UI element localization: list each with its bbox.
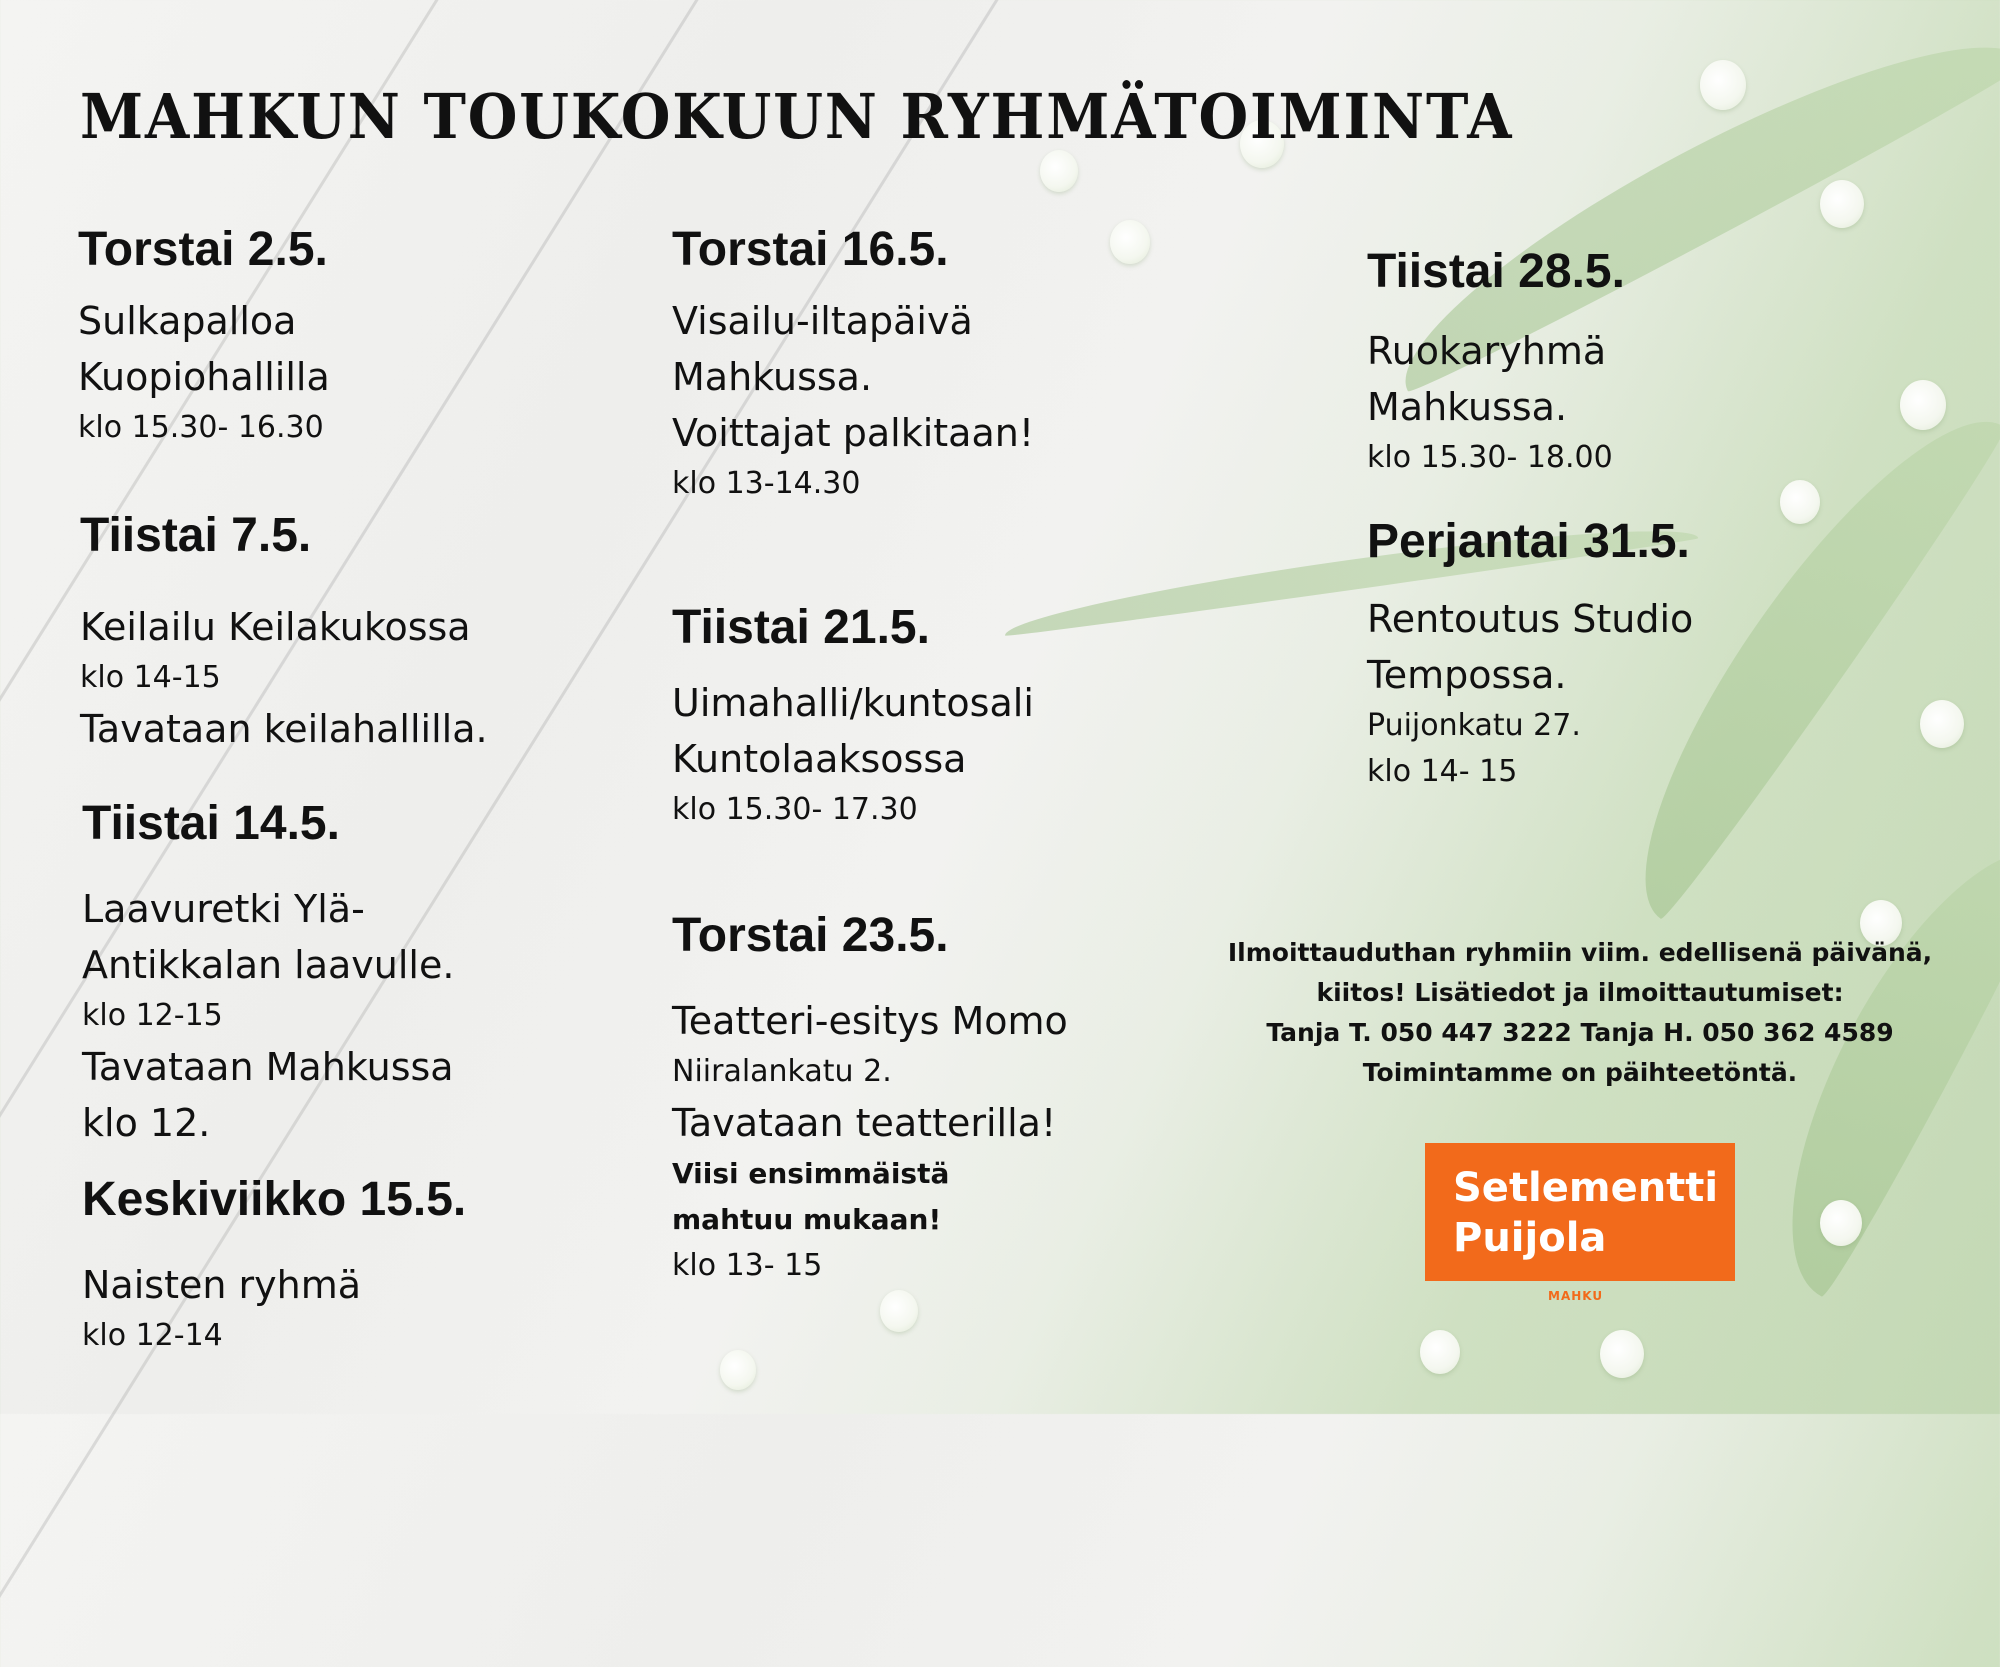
event-time: klo 15.30- 17.30: [672, 792, 918, 827]
setlementti-puijola-logo: [1425, 1143, 1735, 1281]
event-time: klo 15.30- 16.30: [78, 410, 324, 445]
event-day: Torstai 2.5.: [78, 223, 328, 276]
event-text: Tavataan keilahallilla.: [80, 707, 488, 751]
flower-bell: [1820, 1200, 1862, 1246]
event-text: Kuopiohallilla: [78, 355, 330, 399]
event-address: Niiralankatu 2.: [672, 1054, 892, 1089]
event-time: klo 13-14.30: [672, 466, 861, 501]
event-tiistai-14-5: [82, 796, 454, 1151]
event-day: Torstai 23.5.: [672, 909, 949, 962]
event-text: Visailu-iltapäivä: [672, 299, 973, 343]
event-time: klo 14-15: [80, 660, 221, 695]
event-tiistai-21-5: [672, 600, 1034, 833]
flower-bell: [1900, 380, 1946, 430]
event-time: klo 14- 15: [1367, 754, 1518, 789]
event-day: Keskiviikko 15.5.: [82, 1173, 467, 1226]
event-text: klo 12.: [82, 1101, 211, 1145]
event-day: Tiistai 21.5.: [672, 601, 930, 654]
event-day: Tiistai 14.5.: [82, 797, 340, 850]
event-text: Kuntolaaksossa: [672, 737, 967, 781]
flower-bell: [1420, 1330, 1460, 1374]
flower-bell: [1780, 480, 1820, 524]
event-text: Tavataan teatterilla!: [672, 1101, 1057, 1145]
notice-line: Ilmoittauduthan ryhmiin viim. edellisenä päivänä,: [1227, 938, 1933, 967]
event-text: Antikkalan laavulle.: [82, 943, 455, 987]
event-text: Uimahalli/kuntosali: [672, 681, 1034, 725]
event-address: Puijonkatu 27.: [1367, 708, 1581, 743]
event-text: Sulkapalloa: [78, 299, 297, 343]
registration-notice: [1215, 933, 1945, 1093]
event-torstai-16-5: [672, 222, 1034, 507]
event-tiistai-28-5: [1367, 244, 1625, 481]
flower-bell: [1920, 700, 1964, 748]
event-text: Ruokaryhmä: [1367, 329, 1607, 373]
event-text: Mahkussa.: [1367, 385, 1568, 429]
logo-line: Setlementti: [1453, 1165, 1719, 1211]
event-tiistai-7-5: [80, 508, 488, 757]
event-time: klo 12-15: [82, 998, 223, 1033]
event-torstai-2-5: [78, 222, 330, 451]
event-time: klo 13- 15: [672, 1248, 823, 1283]
notice-line: Toimintamme on päihteetöntä.: [1362, 1058, 1798, 1087]
flower-bell: [1110, 220, 1150, 264]
event-text: Rentoutus Studio: [1367, 597, 1694, 641]
event-text: Tempossa.: [1367, 653, 1567, 697]
notice-line: kiitos! Lisätiedot ja ilmoittautumiset:: [1316, 978, 1844, 1007]
event-text: Laavuretki Ylä-: [82, 887, 365, 931]
page-title: MAHKUN TOUKOKUUN RYHMÄTOIMINTA: [80, 80, 1514, 153]
flower-bell: [1040, 150, 1078, 192]
flower-bell: [880, 1290, 918, 1332]
event-time: klo 15.30- 18.00: [1367, 440, 1613, 475]
notice-contacts: Tanja T. 050 447 3222 Tanja H. 050 362 4589: [1266, 1018, 1894, 1047]
flower-bell: [720, 1350, 756, 1390]
event-text: Mahkussa.: [672, 355, 873, 399]
event-text: Tavataan Mahkussa: [82, 1045, 454, 1089]
flower-bell: [1820, 180, 1864, 228]
event-day: Perjantai 31.5.: [1367, 515, 1690, 568]
event-time: klo 12-14: [82, 1318, 223, 1353]
logo-line: Puijola: [1453, 1215, 1607, 1261]
event-note: mahtuu mukaan!: [672, 1203, 942, 1236]
event-text: Voittajat palkitaan!: [672, 411, 1035, 455]
event-text: Teatteri-esitys Momo: [672, 999, 1068, 1043]
event-keskiviikko-15-5: [82, 1172, 466, 1359]
event-day: Tiistai 7.5.: [80, 509, 312, 562]
event-text: Naisten ryhmä: [82, 1263, 362, 1307]
flower-bell: [1700, 60, 1746, 110]
event-text: Keilailu Keilakukossa: [80, 605, 471, 649]
event-perjantai-31-5: [1367, 514, 1693, 795]
event-day: Torstai 16.5.: [672, 223, 949, 276]
event-day: Tiistai 28.5.: [1367, 245, 1625, 298]
event-note: Viisi ensimmäistä: [672, 1157, 950, 1190]
event-torstai-23-5: [672, 908, 1068, 1289]
logo-subtitle: MAHKU: [1548, 1289, 1604, 1303]
flower-bell: [1600, 1330, 1644, 1378]
